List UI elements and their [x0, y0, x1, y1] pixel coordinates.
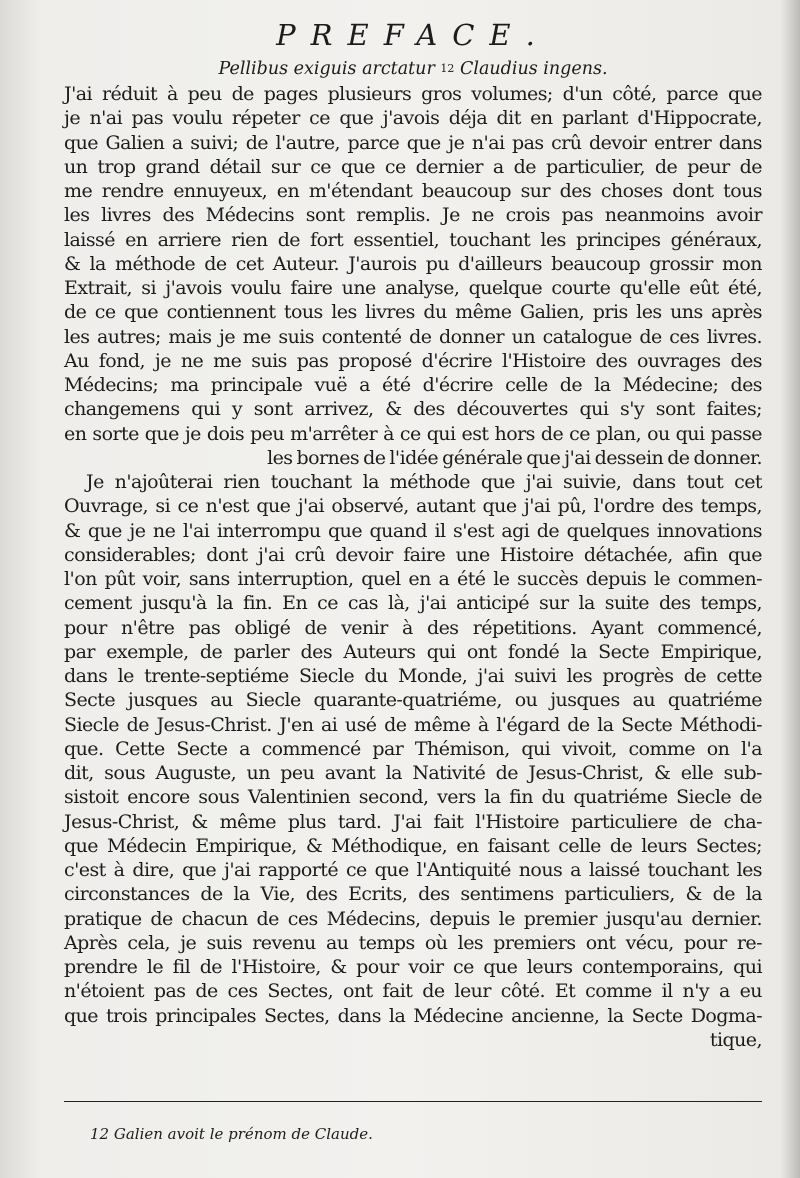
footnote-marker: 12: [440, 62, 455, 75]
text-line: par exemple, de parler des Auteurs qui ont fondé la Secte Empirique,: [64, 640, 762, 663]
running-head: PREFACE.: [276, 18, 550, 52]
text-line: les autres; mais je me suis contenté de donner un catalogue de ces livres.: [64, 325, 762, 348]
text-line: me rendre ennuyeux, en m'étendant beaucoup sur des choses dont tous: [64, 180, 762, 202]
text-line: que Galien a suivi; de l'autre, parce que je n'ai pas crû devoir entrer dans: [64, 131, 762, 154]
text-line: pour n'être pas obligé de venir à des répetitions. Ayant commencé,: [64, 616, 762, 639]
footnote: 12 Galien avoit le prénom de Claude.: [90, 1125, 373, 1143]
text-line: cement jusqu'à la fin. En ce cas là, j'ai anticipé sur la suite des temps,: [64, 592, 762, 615]
text-line: que Médecin Empirique, & Méthodique, en faisant celle de leurs Sectes;: [64, 834, 762, 857]
text-line: les livres des Médecins sont remplis. Je ne crois pas neanmoins avoir: [64, 204, 762, 227]
text-line: de ce que contiennent tous les livres du même Galien, pris les uns après: [64, 301, 762, 324]
text-line: Ouvrage, si ce n'est que j'ai observé, autant que j'ai pû, l'ordre des temps,: [64, 495, 762, 518]
text-line: c'est à dire, que j'ai rapporté ce que l'Antiquité nous a laissé touchant les: [64, 859, 762, 881]
text-line: & la méthode de cet Auteur. J'aurois pu d'ailleurs beaucoup grossir mon: [64, 252, 762, 275]
text-line: Au fond, je ne me suis pas proposé d'écrire l'Histoire des ouvrages des: [64, 349, 762, 372]
text-line: Après cela, je suis revenu au temps où les premiers ont vécu, pour re-: [64, 931, 762, 954]
text-line: & que je ne l'ai interrompu que quand il s'est agi de quelques innovations: [64, 519, 762, 542]
text-line: je n'ai pas voulu répeter ce que j'avois déja dit en parlant d'Hippocrate,: [64, 107, 762, 130]
text-line: Jesus-Christ, & même plus tard. J'ai fait l'Histoire particuliere de cha-: [64, 810, 762, 833]
text-line: Siecle de Jesus-Christ. J'en ai usé de même à l'égard de la Secte Méthodi-: [64, 713, 762, 736]
body-text: [64, 82, 762, 1052]
epigraph-text-before: Pellibus exiguis arctatur: [218, 59, 435, 79]
text-line: un trop grand détail sur ce que ce dernier a de particulier, de peur de: [64, 155, 762, 178]
text-line: sistoit encore sous Valentinien second, vers la fin du quatriéme Siecle de: [64, 786, 762, 809]
text-line: Extrait, si j'avois voulu faire une analyse, quelque courte qu'elle eût été,: [64, 277, 762, 299]
text-line: dit, sous Auguste, un peu avant la Nativité de Jesus-Christ, & elle sub-: [64, 762, 762, 784]
text-line: les bornes de l'idée générale que j'ai dessein de donner.: [267, 446, 762, 469]
text-line: dans le trente-septiéme Siecle du Monde, j'ai suivi les progrès de cette: [64, 665, 762, 687]
text-line: J'ai réduit à peu de pages plusieurs gros volumes; d'un côté, parce que: [64, 83, 762, 105]
text-line: Je n'ajoûterai rien touchant la méthode que j'ai suivie, dans tout cet: [86, 471, 762, 493]
text-line: que trois principales Sectes, dans la Médecine ancienne, la Secte Dogma-: [64, 1004, 762, 1027]
epigraph-text-after: Claudius ingens.: [459, 59, 608, 79]
text-line: Médecins; ma principale vuë a été d'écrire celle de la Médecine; des: [64, 374, 762, 396]
text-line: n'étoient pas de ces Sectes, ont fait de leur côté. Et comme il n'y a eu: [64, 980, 762, 1003]
text-line: pratique de chacun de ces Médecins, depuis le premier jusqu'au dernier.: [64, 907, 762, 930]
text-line: changemens qui y sont arrivez, & des découvertes qui s'y sont faites;: [64, 398, 762, 421]
text-line: l'on pût voir, sans interruption, quel en a été le succès depuis le commen-: [64, 568, 762, 590]
text-line: considerables; dont j'ai crû devoir faire une Histoire détachée, afin que: [64, 543, 762, 566]
text-line: tique,: [709, 1028, 762, 1051]
text-line: en sorte que je dois peu m'arrêter à ce qui est hors de ce plan, ou qui passe: [64, 422, 762, 445]
footnote-rule: [64, 1101, 762, 1102]
epigraph: [64, 58, 762, 80]
text-line: circonstances de la Vie, des Ecrits, des sentimens particuliers, & de la: [64, 883, 762, 906]
text-line: laissé en arriere rien de fort essentiel, touchant les principes généraux,: [64, 228, 762, 251]
text-line: Secte jusques au Siecle quarante-quatriéme, ou jusques au quatriéme: [64, 689, 762, 712]
text-line: que. Cette Secte a commencé par Thémison, qui vivoit, comme on l'a: [64, 737, 762, 760]
text-line: prendre le fil de l'Histoire, & pour voir ce que leurs contemporains, qui: [64, 956, 762, 978]
